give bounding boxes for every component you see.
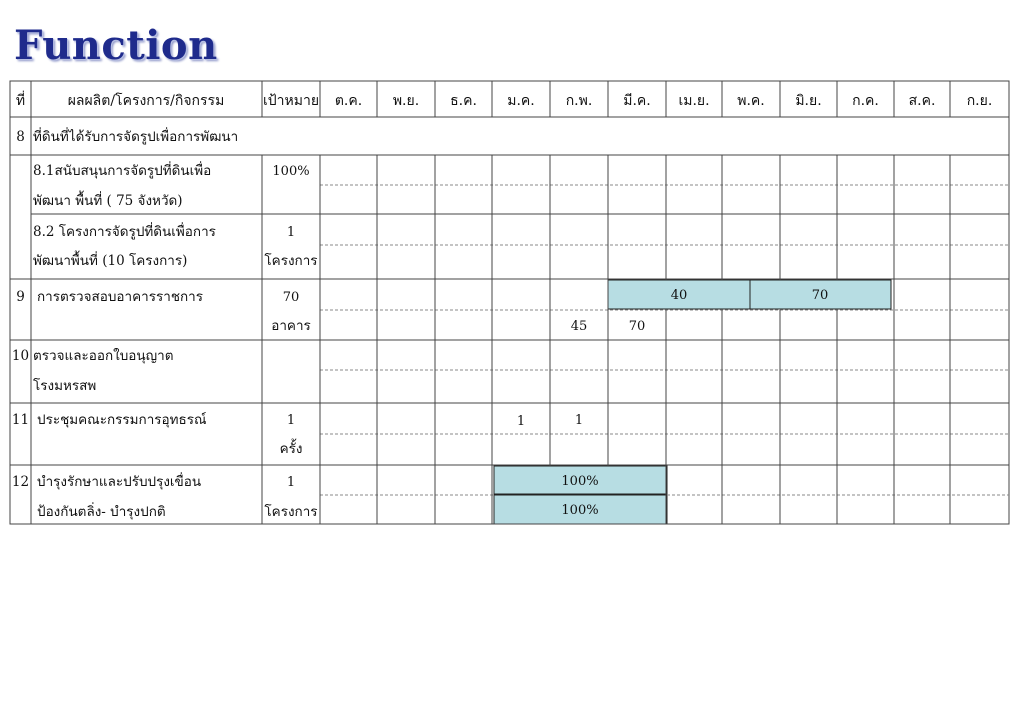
table-row: [16, 127, 238, 145]
header-month-1: พ.ย.: [392, 93, 420, 109]
row-activity-line2: พัฒนา พื้นที่ ( 75 จังหวัด): [33, 193, 183, 209]
plan-value: 1: [516, 414, 526, 429]
plan-bar-label: 70: [811, 288, 829, 303]
table-row: [33, 222, 318, 269]
row-target-value: 1: [286, 225, 296, 240]
header-activity: ผลผลิต/โครงการ/กิจกรรม: [67, 93, 225, 109]
actual-value: 70: [628, 319, 646, 334]
header-month-8: มิ.ย.: [795, 93, 822, 109]
row-target-value: 1: [286, 413, 296, 428]
row-activity-line1: 8.2 โครงการจัดรูปที่ดินเพื่อการ: [33, 224, 216, 240]
header-month-5: มี.ค.: [623, 93, 651, 109]
actual-value: 45: [570, 319, 588, 334]
table-row: [33, 161, 310, 209]
header-no: ที่: [15, 93, 26, 109]
header-month-6: เม.ย.: [678, 93, 710, 109]
row-target-unit: ครั้ง: [279, 441, 303, 457]
row-number: 9: [16, 289, 25, 305]
header-row: [16, 91, 992, 109]
header-month-2: ธ.ค.: [450, 93, 477, 109]
row-target-value: 1: [286, 475, 296, 490]
row-target-unit: โครงการ: [264, 504, 318, 520]
plan-bar-label: 40: [670, 288, 688, 303]
row-target-unit: โครงการ: [264, 253, 318, 269]
row-number: 8: [16, 129, 25, 145]
header-month-0: ต.ค.: [334, 93, 363, 109]
plan-bar-label: 100%: [561, 474, 599, 489]
row-title: ที่ดินที่ได้รับการจัดรูปเพื่อการพัฒนา: [33, 129, 239, 145]
row-target: 100%: [272, 164, 310, 179]
header-month-7: พ.ค.: [737, 93, 765, 109]
header-month-11: ก.ย.: [966, 93, 993, 109]
plan-bars: [494, 280, 891, 524]
row-activity-line1: ประชุมคณะกรรมการอุทธรณ์: [37, 412, 207, 428]
row-activity-line1: ตรวจและออกใบอนุญาต: [33, 348, 174, 364]
row-activity-line1: 8.1สนับสนุนการจัดรูปที่ดินเพื่อ: [33, 163, 212, 179]
header-target: เป้าหมาย: [262, 93, 320, 109]
actual-bar-label: 100%: [561, 503, 599, 518]
header-month-4: ก.พ.: [565, 93, 593, 109]
row-activity-line2: ป้องกันตลิ่ง- บำรุงปกติ: [37, 504, 166, 520]
row-activity-line2: พัฒนาพื้นที่ (10 โครงการ): [33, 253, 188, 269]
row-target-value: 70: [282, 290, 300, 305]
header-month-3: ม.ค.: [507, 93, 535, 109]
plan-value: 1: [574, 413, 584, 428]
row-number: 10: [11, 348, 30, 364]
row-activity-line1: การตรวจสอบอาคารราชการ: [37, 289, 203, 305]
row-target-unit: อาคาร: [271, 318, 311, 334]
row-number: 11: [11, 412, 30, 428]
header-month-10: ส.ค.: [908, 93, 936, 109]
row-activity-line1: บำรุงรักษาและปรับปรุงเขื่อน: [37, 474, 202, 490]
row-number: 12: [11, 474, 30, 490]
row-activity-line2: โรงมหรสพ: [33, 378, 97, 394]
page-title: Function: [14, 22, 218, 69]
header-month-9: ก.ค.: [852, 93, 879, 109]
table-row: [12, 347, 174, 394]
